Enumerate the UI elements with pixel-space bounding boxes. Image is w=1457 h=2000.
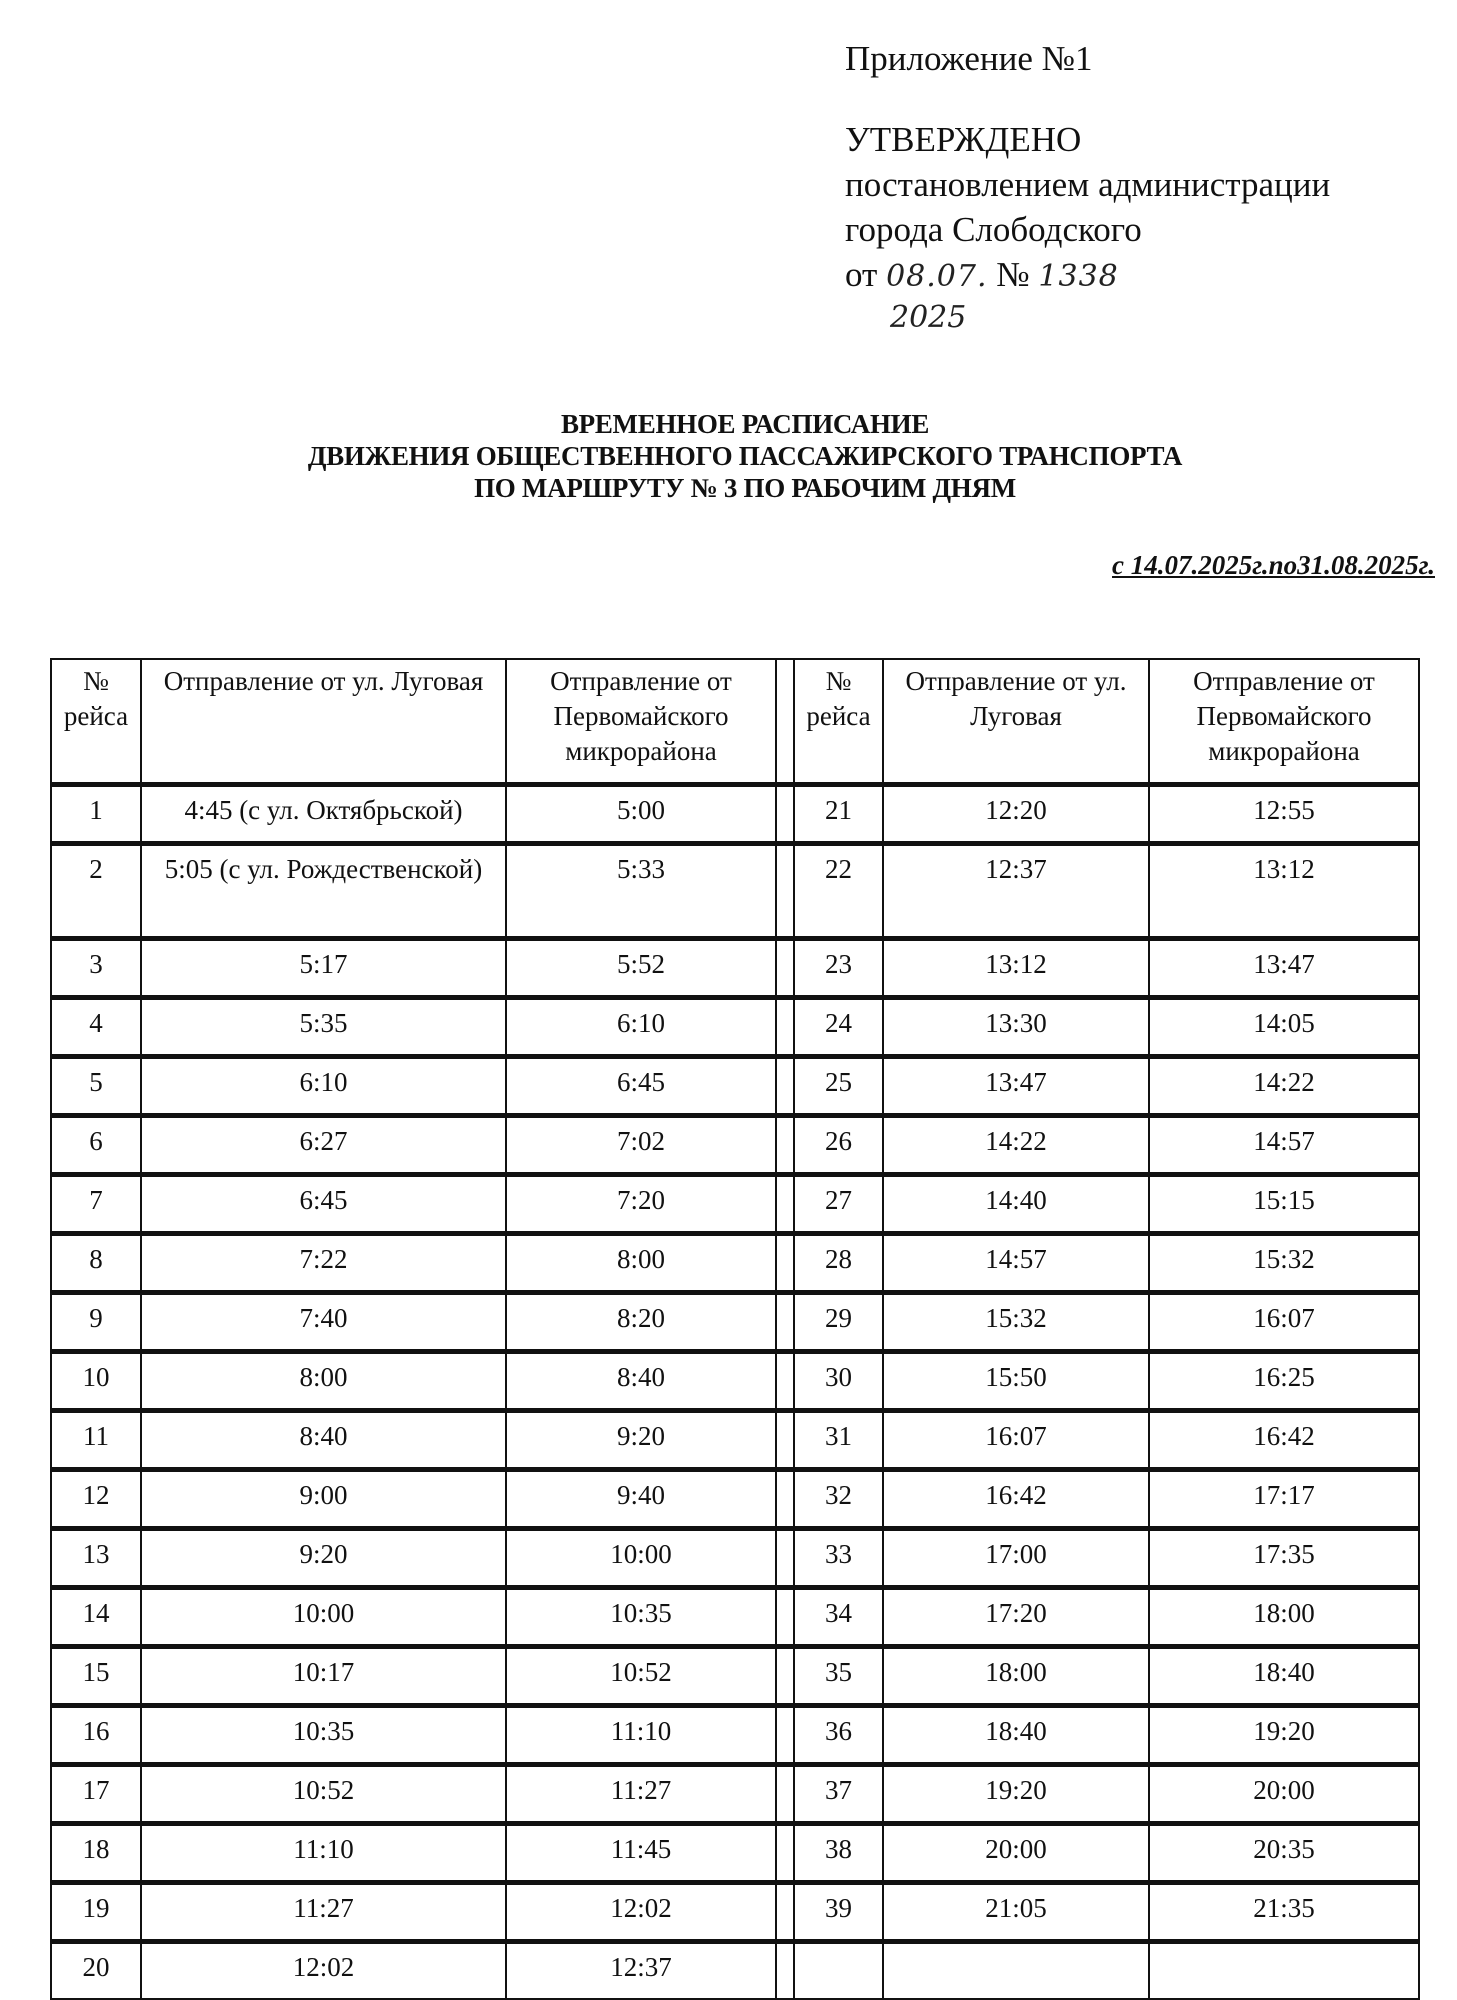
departure-pervomaisky-cell: 20:00 — [1149, 1765, 1419, 1824]
departure-pervomaisky-cell: 14:05 — [1149, 998, 1419, 1057]
handwritten-year: 2025 — [890, 300, 967, 335]
departure-pervomaisky-cell: 5:00 — [506, 785, 776, 844]
departure-lugovaya-cell: 10:17 — [141, 1647, 506, 1706]
header-from-pervomaisky-left: Отправление от Первомайского микрорайона — [506, 659, 776, 785]
departure-pervomaisky-cell: 21:35 — [1149, 1883, 1419, 1942]
departure-pervomaisky-cell: 13:47 — [1149, 939, 1419, 998]
date-prefix: от — [845, 255, 878, 294]
departure-pervomaisky-cell: 12:37 — [506, 1942, 776, 2000]
departure-pervomaisky-cell: 16:07 — [1149, 1293, 1419, 1352]
trip-number-cell: 22 — [794, 844, 883, 939]
departure-pervomaisky-cell: 9:40 — [506, 1470, 776, 1529]
table-row — [51, 1765, 1419, 1824]
departure-pervomaisky-cell: 14:57 — [1149, 1116, 1419, 1175]
header-trip-number-right: № рейса — [794, 659, 883, 785]
departure-pervomaisky-cell: 14:22 — [1149, 1057, 1419, 1116]
trip-number-cell: 8 — [51, 1234, 141, 1293]
table-row — [51, 1529, 1419, 1588]
departure-lugovaya-cell: 14:40 — [883, 1175, 1149, 1234]
departure-lugovaya-cell: 13:30 — [883, 998, 1149, 1057]
departure-lugovaya-cell: 12:20 — [883, 785, 1149, 844]
trip-number-cell: 26 — [794, 1116, 883, 1175]
departure-pervomaisky-cell: 7:02 — [506, 1116, 776, 1175]
schedule-body — [51, 785, 1419, 2000]
departure-lugovaya-cell: 12:02 — [141, 1942, 506, 2000]
departure-lugovaya-cell: 8:40 — [141, 1411, 506, 1470]
departure-lugovaya-cell: 6:27 — [141, 1116, 506, 1175]
number-sign: № — [996, 255, 1030, 294]
column-gap — [776, 1588, 794, 1647]
departure-pervomaisky-cell: 6:10 — [506, 998, 776, 1057]
column-gap — [776, 1529, 794, 1588]
departure-lugovaya-cell: 10:35 — [141, 1706, 506, 1765]
trip-number-cell: 6 — [51, 1116, 141, 1175]
header-row — [51, 659, 1419, 785]
departure-pervomaisky-cell: 10:35 — [506, 1588, 776, 1647]
table-row — [51, 844, 1419, 939]
trip-number-cell: 11 — [51, 1411, 141, 1470]
title-line-3: ПО МАРШРУТУ № 3 ПО РАБОЧИМ ДНЯМ — [474, 473, 1016, 503]
table-row — [51, 939, 1419, 998]
trip-number-cell: 33 — [794, 1529, 883, 1588]
trip-number-cell: 19 — [51, 1883, 141, 1942]
trip-number-cell: 16 — [51, 1706, 141, 1765]
trip-number-cell: 23 — [794, 939, 883, 998]
header-trip-number-left: № рейса — [51, 659, 141, 785]
approved-label: УТВЕРЖДЕНО — [845, 120, 1082, 159]
table-row — [51, 1706, 1419, 1765]
departure-lugovaya-cell: 5:05 (с ул. Рождественской) — [141, 844, 506, 939]
departure-lugovaya-cell: 5:17 — [141, 939, 506, 998]
departure-lugovaya-cell: 10:00 — [141, 1588, 506, 1647]
column-gap — [776, 939, 794, 998]
departure-lugovaya-cell: 7:40 — [141, 1293, 506, 1352]
trip-number-cell: 4 — [51, 998, 141, 1057]
departure-lugovaya-cell — [883, 1942, 1149, 2000]
departure-pervomaisky-cell: 15:15 — [1149, 1175, 1419, 1234]
trip-number-cell: 34 — [794, 1588, 883, 1647]
column-gap — [776, 844, 794, 939]
departure-pervomaisky-cell: 10:52 — [506, 1647, 776, 1706]
departure-lugovaya-cell: 18:40 — [883, 1706, 1149, 1765]
trip-number-cell: 39 — [794, 1883, 883, 1942]
trip-number-cell: 18 — [51, 1824, 141, 1883]
departure-lugovaya-cell: 6:45 — [141, 1175, 506, 1234]
trip-number-cell: 2 — [51, 844, 141, 939]
column-gap — [776, 1470, 794, 1529]
schedule-table — [50, 658, 1420, 2000]
column-gap — [776, 1411, 794, 1470]
departure-pervomaisky-cell: 12:55 — [1149, 785, 1419, 844]
table-row — [51, 1057, 1419, 1116]
departure-pervomaisky-cell — [1149, 1942, 1419, 2000]
approval-line-2: города Слободского — [845, 210, 1142, 249]
departure-lugovaya-cell: 16:42 — [883, 1470, 1149, 1529]
departure-lugovaya-cell: 9:20 — [141, 1529, 506, 1588]
table-row — [51, 1411, 1419, 1470]
title-line-1: ВРЕМЕННОЕ РАСПИСАНИЕ — [560, 409, 930, 439]
column-gap — [776, 1293, 794, 1352]
departure-pervomaisky-cell: 16:25 — [1149, 1352, 1419, 1411]
departure-pervomaisky-cell: 17:17 — [1149, 1470, 1419, 1529]
departure-lugovaya-cell: 17:20 — [883, 1588, 1149, 1647]
appendix-label: Приложение №1 — [845, 39, 1093, 78]
departure-lugovaya-cell: 4:45 (с ул. Октябрьской) — [141, 785, 506, 844]
departure-lugovaya-cell: 21:05 — [883, 1883, 1149, 1942]
departure-pervomaisky-cell: 9:20 — [506, 1411, 776, 1470]
table-row — [51, 1942, 1419, 2000]
trip-number-cell: 24 — [794, 998, 883, 1057]
table-row — [51, 1883, 1419, 1942]
departure-pervomaisky-cell: 8:40 — [506, 1352, 776, 1411]
trip-number-cell: 5 — [51, 1057, 141, 1116]
departure-lugovaya-cell: 13:12 — [883, 939, 1149, 998]
departure-pervomaisky-cell: 16:42 — [1149, 1411, 1419, 1470]
departure-pervomaisky-cell: 15:32 — [1149, 1234, 1419, 1293]
table-row — [51, 1824, 1419, 1883]
departure-pervomaisky-cell: 11:45 — [506, 1824, 776, 1883]
departure-pervomaisky-cell: 20:35 — [1149, 1824, 1419, 1883]
trip-number-cell: 37 — [794, 1765, 883, 1824]
trip-number-cell: 14 — [51, 1588, 141, 1647]
trip-number-cell: 31 — [794, 1411, 883, 1470]
column-gap — [776, 1942, 794, 2000]
departure-pervomaisky-cell: 11:10 — [506, 1706, 776, 1765]
table-row — [51, 1234, 1419, 1293]
departure-lugovaya-cell: 8:00 — [141, 1352, 506, 1411]
departure-pervomaisky-cell: 11:27 — [506, 1765, 776, 1824]
departure-lugovaya-cell: 14:57 — [883, 1234, 1149, 1293]
trip-number-cell: 36 — [794, 1706, 883, 1765]
trip-number-cell: 7 — [51, 1175, 141, 1234]
table-row — [51, 1116, 1419, 1175]
departure-lugovaya-cell: 17:00 — [883, 1529, 1149, 1588]
column-gap — [776, 1175, 794, 1234]
column-gap — [776, 1883, 794, 1942]
table-row — [51, 998, 1419, 1057]
table-row — [51, 1647, 1419, 1706]
table-row — [51, 1352, 1419, 1411]
title-line-2: ДВИЖЕНИЯ ОБЩЕСТВЕННОГО ПАССАЖИРСКОГО ТРАНСПОРТА — [307, 441, 1183, 471]
departure-lugovaya-cell: 16:07 — [883, 1411, 1149, 1470]
departure-lugovaya-cell: 14:22 — [883, 1116, 1149, 1175]
header-from-lugovaya-right: Отправление от ул. Луговая — [883, 659, 1149, 785]
column-gap — [776, 1706, 794, 1765]
departure-lugovaya-cell: 18:00 — [883, 1647, 1149, 1706]
departure-lugovaya-cell: 6:10 — [141, 1057, 506, 1116]
trip-number-cell: 21 — [794, 785, 883, 844]
column-gap — [776, 1824, 794, 1883]
column-gap — [776, 998, 794, 1057]
departure-lugovaya-cell: 15:50 — [883, 1352, 1149, 1411]
table-row — [51, 1293, 1419, 1352]
table-row — [51, 1175, 1419, 1234]
departure-pervomaisky-cell: 5:33 — [506, 844, 776, 939]
handwritten-date: 08.07. — [886, 259, 988, 294]
approval-date-line — [845, 252, 1330, 299]
trip-number-cell: 9 — [51, 1293, 141, 1352]
trip-number-cell: 38 — [794, 1824, 883, 1883]
departure-pervomaisky-cell: 18:00 — [1149, 1588, 1419, 1647]
column-gap — [776, 1647, 794, 1706]
departure-pervomaisky-cell: 7:20 — [506, 1175, 776, 1234]
departure-lugovaya-cell: 13:47 — [883, 1057, 1149, 1116]
trip-number-cell: 1 — [51, 785, 141, 844]
trip-number-cell: 27 — [794, 1175, 883, 1234]
table-row — [51, 1588, 1419, 1647]
departure-lugovaya-cell: 11:27 — [141, 1883, 506, 1942]
departure-lugovaya-cell: 7:22 — [141, 1234, 506, 1293]
column-gap — [776, 1234, 794, 1293]
departure-pervomaisky-cell: 13:12 — [1149, 844, 1419, 939]
column-gap — [776, 785, 794, 844]
departure-pervomaisky-cell: 6:45 — [506, 1057, 776, 1116]
trip-number-cell: 15 — [51, 1647, 141, 1706]
column-gap — [776, 659, 794, 785]
departure-pervomaisky-cell: 12:02 — [506, 1883, 776, 1942]
trip-number-cell: 35 — [794, 1647, 883, 1706]
departure-pervomaisky-cell: 8:20 — [506, 1293, 776, 1352]
departure-lugovaya-cell: 19:20 — [883, 1765, 1149, 1824]
departure-lugovaya-cell: 9:00 — [141, 1470, 506, 1529]
departure-lugovaya-cell: 12:37 — [883, 844, 1149, 939]
table-row — [51, 1470, 1419, 1529]
trip-number-cell: 28 — [794, 1234, 883, 1293]
departure-lugovaya-cell: 20:00 — [883, 1824, 1149, 1883]
trip-number-cell: 17 — [51, 1765, 141, 1824]
document-title — [0, 408, 1457, 504]
trip-number-cell: 3 — [51, 939, 141, 998]
departure-pervomaisky-cell: 18:40 — [1149, 1647, 1419, 1706]
trip-number-cell: 29 — [794, 1293, 883, 1352]
trip-number-cell: 25 — [794, 1057, 883, 1116]
column-gap — [776, 1057, 794, 1116]
departure-pervomaisky-cell: 10:00 — [506, 1529, 776, 1588]
trip-number-cell: 12 — [51, 1470, 141, 1529]
column-gap — [776, 1116, 794, 1175]
table-row — [51, 785, 1419, 844]
trip-number-cell — [794, 1942, 883, 2000]
validity-period: с 14.07.2025г.по31.08.2025г. — [1112, 550, 1435, 580]
trip-number-cell: 30 — [794, 1352, 883, 1411]
header-from-pervomaisky-right: Отправление от Первомайского микрорайона — [1149, 659, 1419, 785]
handwritten-number: 1338 — [1038, 259, 1119, 294]
header-from-lugovaya-left: Отправление от ул. Луговая — [141, 659, 506, 785]
column-gap — [776, 1765, 794, 1824]
departure-pervomaisky-cell: 5:52 — [506, 939, 776, 998]
departure-lugovaya-cell: 11:10 — [141, 1824, 506, 1883]
column-gap — [776, 1352, 794, 1411]
departure-pervomaisky-cell: 19:20 — [1149, 1706, 1419, 1765]
trip-number-cell: 20 — [51, 1942, 141, 2000]
departure-pervomaisky-cell: 8:00 — [506, 1234, 776, 1293]
trip-number-cell: 13 — [51, 1529, 141, 1588]
departure-lugovaya-cell: 15:32 — [883, 1293, 1149, 1352]
departure-pervomaisky-cell: 17:35 — [1149, 1529, 1419, 1588]
approval-line-1: постановлением администрации — [845, 165, 1331, 204]
departure-lugovaya-cell: 10:52 — [141, 1765, 506, 1824]
trip-number-cell: 10 — [51, 1352, 141, 1411]
departure-lugovaya-cell: 5:35 — [141, 998, 506, 1057]
approval-block — [845, 36, 1330, 299]
trip-number-cell: 32 — [794, 1470, 883, 1529]
